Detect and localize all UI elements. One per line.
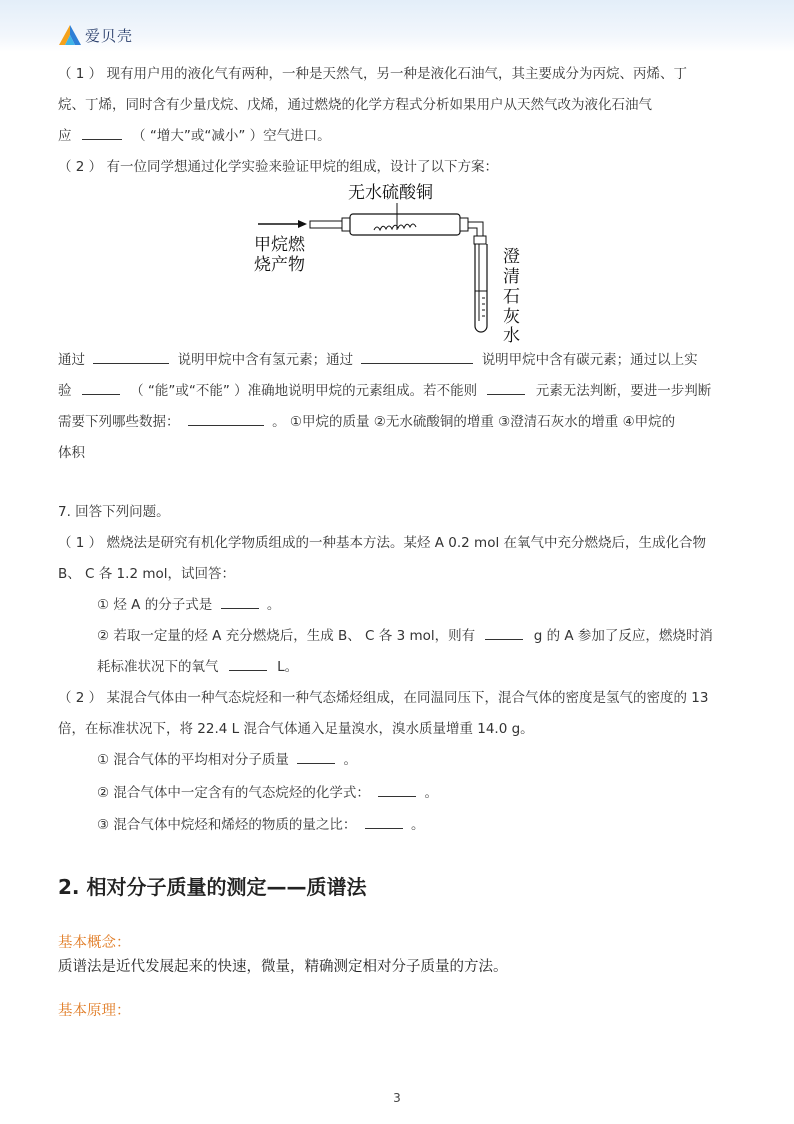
answer-blank[interactable] [93,351,169,364]
text: 耗标准状况下的氧气 [97,659,219,675]
answer-blank[interactable] [487,382,525,395]
text: 验 [58,383,72,399]
concept-text: 质谱法是近代发展起来的快速，微量，精确测定相对分子质量的方法。 [58,959,508,975]
label-limewater-5: 水 [503,326,520,343]
q7-sub2-line1 [97,627,713,645]
q6-part1-line1: （ 1 ） 现有用户用的液化气有两种，一种是天然气，另一种是液化石油气，其主要成分为丙烷、丙烯、丁 [58,66,687,82]
label-methane-products-1: 甲烷燃 [254,235,305,255]
text: 应 [58,128,72,144]
text: 。 [343,752,357,768]
label-limewater-1: 澄 [503,247,520,267]
text: ② 若取一定量的烃 A 充分燃烧后，生成 B、 C 各 3 mol，则有 [97,628,476,644]
answer-blank[interactable] [485,627,523,640]
text: g 的 A 参加了反应，燃烧时消 [533,628,713,644]
arrow-head [298,220,307,228]
text: 通过 [58,352,85,368]
text: 。 ①甲烷的质量 ②无水硫酸铜的增重 ③澄清石灰水的增重 ④甲烷的 [272,414,676,430]
q6-answer-line1 [58,351,698,369]
text: 。 [424,785,438,801]
q6-part2-line1: （ 2 ） 有一位同学想通过化学实验来验证甲烷的组成，设计了以下方案： [58,159,498,175]
text: （ “增大”或“减小” ）空气进口。 [132,128,331,144]
test-tube [475,244,487,332]
stopper-right [460,218,468,231]
inlet-tube [310,221,342,228]
q6-part1-line3 [58,127,331,145]
concept-label: 基本概念： [58,935,131,951]
q7-part1-line1: （ 1 ） 燃烧法是研究有机化学物质组成的一种基本方法。某烃 A 0.2 mol 在氧气中充分燃烧后，生成化合物 [58,535,706,551]
q7-part2-sub3 [97,816,425,834]
q7-sub1 [97,596,280,614]
text: 说明甲烷中含有碳元素；通过以上实 [481,352,698,368]
stopper-left [342,218,350,231]
answer-blank[interactable] [82,127,122,140]
section-title: 2. 相对分子质量的测定——质谱法 [58,875,367,899]
text: ③ 混合气体中烷烃和烯烃的物质的量之比： [97,817,357,833]
answer-blank[interactable] [378,784,416,797]
answer-blank[interactable] [82,382,120,395]
q7-sub2-line2 [97,658,298,676]
q7-part2-line1: （ 2 ） 某混合气体由一种气态烷烃和一种气态烯烃组成，在同温同压下，混合气体的密度是氢气的密度的 13 [58,690,709,706]
q7-title: 7. 回答下列问题。 [58,504,170,520]
answer-blank[interactable] [361,351,473,364]
q6-answer-line2 [58,382,711,400]
label-anhydrous-copper-sulfate: 无水硫酸铜 [348,183,433,203]
answer-blank[interactable] [297,751,335,764]
q6-part1-line2: 烷、丁烯，同时含有少量戊烷、戊烯，通过燃烧的化学方程式分析如果用户从天然气改为液化石油气 [58,97,652,113]
label-limewater-3: 石 [503,287,520,307]
q7-part2-sub2 [97,784,438,802]
q7-part2-line2: 倍，在标准状况下，将 22.4 L 混合气体通入足量溴水，溴水质量增重 14.0 g。 [58,721,534,737]
page-header [0,0,794,52]
principle-label: 基本原理： [58,1003,131,1019]
text: L。 [277,659,299,675]
limewater-hatching [482,298,485,316]
brand-logo [58,24,133,46]
drying-tube [350,214,460,235]
q7-part1-line2: B、 C 各 1.2 mol，试回答： [58,566,235,582]
text: （ “能”或“不能” ）准确地说明甲烷的元素组成。若不能则 [130,383,478,399]
text: 说明甲烷中含有氢元素；通过 [177,352,354,368]
q7-part2-sub1 [97,751,357,769]
copper-sulfate-powder [374,224,416,230]
brand-logo-icon [58,24,82,46]
apparatus-diagram [240,178,540,343]
label-methane-products-2: 烧产物 [254,255,305,275]
answer-blank[interactable] [221,596,259,609]
q6-answer-line3 [58,413,675,431]
q6-answer-line4: 体积 [58,445,85,461]
text: ② 混合气体中一定含有的气态烷烃的化学式： [97,785,370,801]
brand-name: 爱贝壳 [85,26,134,45]
page-number: 3 [393,1091,401,1105]
text: ① 烃 A 的分子式是 [97,597,213,613]
test-tube-stopper [474,236,486,244]
answer-blank[interactable] [188,413,264,426]
text: 需要下列哪些数据： [58,414,180,430]
label-limewater-2: 清 [503,267,520,287]
text: 元素无法判断，要进一步判断 [535,383,712,399]
answer-blank[interactable] [365,816,403,829]
text: ① 混合气体的平均相对分子质量 [97,752,289,768]
answer-blank[interactable] [229,658,267,671]
text: 。 [266,597,281,613]
text: 。 [411,817,425,833]
label-limewater-4: 灰 [503,307,520,327]
